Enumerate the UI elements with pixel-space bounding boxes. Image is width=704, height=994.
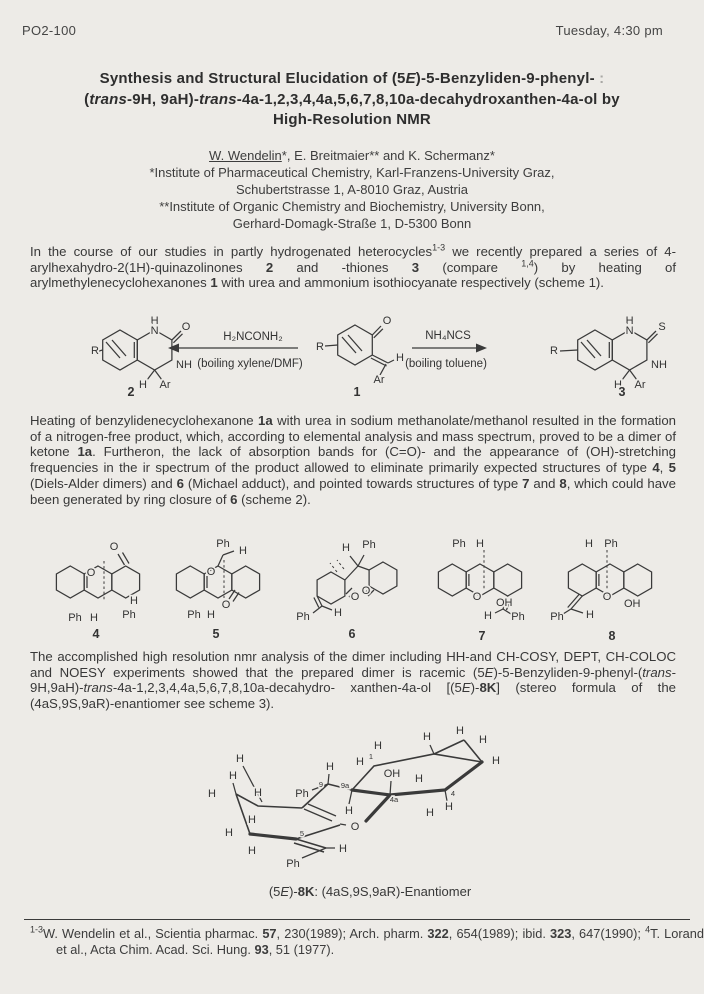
vinyl-hydrogen-label: H (339, 843, 347, 855)
nh-label: NH (176, 359, 192, 371)
hydrogen-label: H (492, 755, 500, 767)
position-4a-label: 4a (389, 795, 399, 804)
aryl-label: Ar (373, 374, 385, 386)
affiliation-2: Schubertstrasse 1, A-8010 Graz, Austria (236, 182, 468, 197)
hydrogen-label: H (248, 845, 256, 857)
hydrogen-label: H (356, 756, 364, 768)
structure-8 (550, 538, 651, 643)
position-1-label: 1 (368, 752, 374, 761)
reagent-label: NH₄NCS (425, 330, 471, 342)
compound-number-6: 6 (348, 627, 356, 641)
hydrogen-label: H (90, 612, 98, 624)
hydrogen-label: H (139, 379, 147, 391)
structure-6-bonds (313, 555, 397, 613)
hydroxyl-label: OH (383, 768, 401, 780)
hydrogen-label: H (239, 545, 247, 557)
hydrogen-label: H (342, 542, 350, 554)
affiliation-4: Gerhard-Domagk-Straße 1, D-5300 Bonn (232, 216, 472, 231)
structure-5-bonds (176, 551, 259, 602)
structure-7 (438, 538, 524, 643)
phenyl-label: Ph (604, 538, 618, 550)
conditions-label: (boiling xylene/DMF) (197, 358, 303, 370)
hydrogen-label: H (225, 827, 233, 839)
structure-2-bonds (99, 330, 183, 380)
compound-number-5: 5 (212, 627, 220, 641)
hydrogen-label: H (130, 595, 138, 607)
structure-5 (176, 538, 259, 641)
hydrogen-label: H (374, 740, 382, 752)
affiliation-3: **Institute of Organic Chemistry and Biochemistry, University Bonn, (159, 199, 545, 214)
hydrogen-label: H (614, 379, 622, 391)
ketone-oxygen-label: O (221, 599, 231, 611)
phenyl-label: Ph (550, 611, 564, 623)
phenyl-label: Ph (295, 788, 309, 800)
structure-6 (296, 539, 397, 641)
ring-oxygen-label: O (350, 821, 360, 833)
ketone-oxygen-label: O (361, 585, 371, 597)
phenyl-label: Ph (452, 538, 466, 550)
phenyl-label: Ph (362, 539, 376, 551)
scheme-2-figure (0, 528, 704, 646)
footnote-references: $^{1-3}$W. Wendelin et al., Scientia pharmac. 57, 230(1989); Arch. pharm. 322, 654(1989); ibid. 323, 647(1990); $^4$T. Lorand et al., Acta Chim. Acad. Sci. Hung. 93, 51 (1977). (30, 924, 704, 957)
vinyl-hydrogen-label: H (484, 610, 492, 622)
structure-2 (91, 315, 192, 399)
hydrogen-label: H (585, 538, 593, 550)
phenyl-label: Ph (216, 538, 230, 550)
nitrogen-label: N (150, 325, 159, 337)
structure-1-bonds (325, 325, 394, 375)
nh-hydrogen-label: H (625, 315, 634, 327)
hydrogen-label: H (345, 805, 353, 817)
position-4-label: 4 (450, 789, 456, 798)
authors: W. Wendelin*, E. Breitmaier** and K. Schermanz* (209, 148, 495, 163)
hydroxyl-label: OH (496, 597, 513, 609)
hydrogen-label: H (326, 761, 334, 773)
compound-number-3: 3 (618, 385, 626, 399)
vinyl-hydrogen-label: H (586, 609, 594, 621)
ring-oxygen-label: O (472, 591, 482, 603)
hydrogen-label: H (254, 787, 262, 799)
r-group-label: R (91, 345, 99, 357)
paragraph-1: In the course of our studies in partly hydrogenated heterocycles$^{1-3}$ we recently prepared a series of 4-arylhexahydro-2(1H)-quinazolinones 2 and -thiones 3 (compare $^{1,4}$) by heating of arylmethylenecyclohexanones 1 with urea and ammonium isothiocyanate respectively (scheme 1). (30, 242, 677, 291)
paragraph-2: Heating of benzylidenecyclohexanone 1a with urea in sodium methanolate/methanol resulted in the formation of a nitrogen-free product, which, according to elemental analysis and mass spectrum, proved to be a dimer of ketone 1a. Furtheron, the lack of absorption bands for (C=O)- and the appearance of (OH)-stretching frequencies in the ir spectrum of the product allowed to eliminate primarily expected structures of type 4, 5 (Diels-Alder dimers) and 6 (Michael adduct), and pointed towards structures of type 7 and 8, which could have been generated by ring closure of 6 (scheme 2). (30, 413, 676, 507)
phenyl-label: Ph (296, 611, 310, 623)
title-line-1: Synthesis and Structural Elucidation of (5E)-5-Benzyliden-9-phenyl- : (99, 70, 605, 87)
structure-3-bonds (560, 330, 658, 380)
aryl-label: Ar (634, 379, 646, 391)
position-5-label: 5 (299, 829, 305, 838)
hydrogen-label: H (445, 801, 453, 813)
structure-3 (550, 315, 667, 399)
compound-number-7: 7 (478, 629, 486, 643)
compound-number-8: 8 (608, 629, 616, 643)
nh-hydrogen-label: H (150, 315, 159, 327)
structure-4 (56, 541, 139, 641)
hydrogen-label: H (248, 814, 256, 826)
structure-1 (316, 315, 404, 399)
phenyl-label: Ph (122, 609, 136, 621)
title-line-2: (trans-9H, 9aH)-trans-4a-1,2,3,4,4a,5,6,7,8,10a-decahydroxanthen-4a-ol by (84, 90, 620, 108)
phenyl-label: Ph (511, 611, 525, 623)
ring-oxygen-label: O (206, 566, 216, 578)
nitrogen-label: N (625, 325, 634, 337)
reagent-label: H₂NCONH₂ (223, 331, 283, 343)
ring-oxygen-label: O (86, 567, 96, 579)
paragraph-3: The accomplished high resolution nmr analysis of the dimer including HH-and CH-COSY, DEPT, CH-COLOC and NOESY experiments showed that the prepared dimer is racemic (5E)-5-Benzyliden-9-phenyl-(trans-9H,9aH)-trans-4a-1,2,3,4,4a,5,6,7,8,10a-decahydro- xanthen-4a-ol [(5E)-8K] (stereo formula of the (4aS,9S,9aR)-enantiomer see scheme 3). (30, 649, 676, 712)
ring-oxygen-label: O (602, 591, 612, 603)
sulfur-label: S (658, 321, 666, 333)
oxygen-label: O (181, 321, 191, 333)
phenyl-label: Ph (68, 612, 82, 624)
hydrogen-label: H (426, 807, 434, 819)
structure-4-bonds (56, 553, 139, 602)
hydrogen-label: H (236, 753, 244, 765)
r-group-label: R (316, 341, 324, 353)
hydrogen-label: H (479, 734, 487, 746)
position-9-label: 9 (318, 780, 324, 789)
page-title (30, 69, 674, 131)
title-line-3: High-Resolution NMR (273, 111, 431, 128)
hydrogen-label: H (423, 731, 431, 743)
affiliation-1: *Institute of Pharmaceutical Chemistry, Karl-Franzens-University Graz, (149, 165, 555, 180)
ketone-oxygen-label: O (109, 541, 119, 553)
hydrogen-label: H (334, 607, 342, 619)
nh-label: NH (651, 359, 667, 371)
compound-number-4: 4 (92, 627, 100, 641)
position-9a-label: 9a (340, 781, 350, 790)
vinyl-hydrogen-label: H (396, 352, 404, 364)
hydroxyl-label: OH (624, 598, 641, 610)
session-time: Tuesday, 4:30 pm (555, 23, 663, 38)
phenyl-label: Ph (187, 609, 201, 621)
byline (30, 147, 674, 232)
hydrogen-label: H (208, 788, 216, 800)
hydrogen-label: H (207, 609, 215, 621)
aryl-label: Ar (159, 379, 171, 391)
scheme-1-figure (0, 312, 704, 412)
conditions-label: (boiling toluene) (405, 358, 487, 370)
compound-number-1: 1 (353, 385, 361, 399)
footnote-divider (24, 919, 690, 920)
poster-code: PO2-100 (22, 23, 77, 38)
r-group-label: R (550, 345, 558, 357)
right-reaction-arrow (405, 330, 487, 370)
oxygen-label: O (382, 315, 392, 327)
stereo-atom-labels (208, 725, 500, 870)
phenyl-label: Ph (286, 858, 300, 870)
stereo-caption: (5E)-8K: (4aS,9S,9aR)-Enantiomer (268, 884, 472, 899)
hydrogen-label: H (415, 773, 423, 785)
hydrogen-label: H (456, 725, 464, 737)
stereo-formula-figure (0, 724, 704, 882)
hydrogen-label: H (476, 538, 484, 550)
hydrogen-label: H (229, 770, 237, 782)
compound-number-2: 2 (127, 385, 135, 399)
ketone-oxygen-label: O (350, 591, 360, 603)
